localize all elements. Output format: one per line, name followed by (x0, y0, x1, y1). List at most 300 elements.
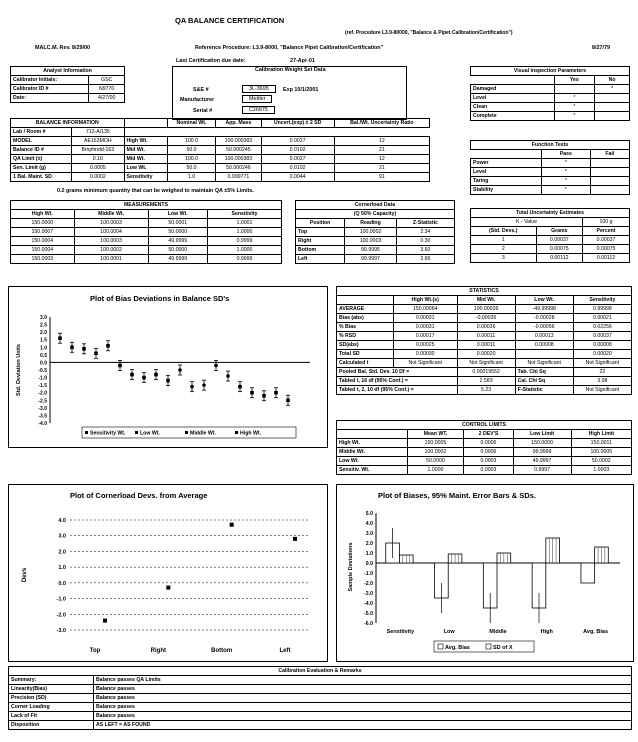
y-tick-label: 0.5 (40, 352, 47, 359)
analyst-label: Date: (11, 94, 89, 103)
evaluation-table (8, 666, 632, 730)
y-axis-label: Sample Deviations (348, 542, 354, 592)
evaluation-value: Balance passes (94, 694, 632, 703)
measurement-cell: 1.0000 (208, 246, 282, 255)
legend-label: High Wt. (240, 430, 262, 437)
pass-header: Pass (542, 150, 590, 159)
weight-uncert: 0.0102 (261, 164, 334, 173)
cornerload-cell: 99.9997 (345, 255, 397, 264)
weight-label: Serial # (193, 108, 213, 114)
control-cell: Sensitiv. Wt. (337, 466, 408, 475)
y-tick-label: -3.0 (56, 628, 66, 634)
measurement-row (11, 228, 282, 237)
cornerload-row (296, 246, 455, 255)
stats-cell: 150.00064 (393, 305, 457, 314)
visual-no (595, 94, 630, 103)
control-cell: 99.9999 (513, 448, 571, 457)
weight-nominal: 1.0 (167, 173, 216, 182)
stats-row (337, 314, 632, 323)
y-axis-label: Std. Deviation Units (16, 344, 22, 396)
data-point (166, 586, 170, 590)
data-point (178, 368, 182, 372)
control-cell: Middle Wt. (337, 448, 408, 457)
y-tick-label: 1.0 (365, 551, 373, 557)
measurement-cell: 100.0001 (74, 255, 148, 264)
data-point (286, 398, 290, 402)
reference-note: (ref. Procedure L3.9-80000, "Balance & Pipet Calibration/Certification") (345, 30, 513, 36)
control-col: 2 DEV'S (464, 430, 513, 439)
function-pass: * (542, 177, 590, 186)
y-tick-label: 1.0 (58, 565, 66, 572)
no-header: No (595, 76, 630, 85)
cornerload-title: Cornerload Data (296, 201, 455, 210)
control-cell: 0.0006 (464, 448, 513, 457)
calc-t-value: Not Significant (573, 359, 631, 368)
evaluation-row (9, 721, 632, 730)
control-col: Mean WT. (407, 430, 464, 439)
balance-value: Bmpfmdd-163 (72, 146, 124, 155)
legend-marker (438, 644, 443, 649)
data-point (202, 383, 206, 387)
stats-col: Low Wt. (515, 296, 573, 305)
calc-chi-label: Cal. Chi Sq (515, 377, 573, 386)
balance-value: 712-A/135 (72, 128, 124, 137)
yes-header: Yes (554, 76, 595, 85)
evaluation-row (9, 676, 632, 685)
balance-col: App. Mass (216, 119, 261, 128)
cornerload-cell: Right (296, 237, 345, 246)
weight-mass: 0.999771 (216, 173, 261, 182)
function-pass: * (542, 168, 590, 177)
weight-ratio: 21 (334, 146, 429, 155)
function-label: Taring (471, 177, 542, 186)
y-tick-label: 3.0 (40, 315, 47, 321)
visual-no (595, 112, 630, 121)
statistics-title: STATISTICS (337, 287, 632, 296)
evaluation-value: Balance passes QA Limits (94, 676, 632, 685)
tab-chi-label: Tab. Chi Sq (515, 368, 573, 377)
stats-cell: % Bias (337, 323, 394, 332)
data-point (166, 379, 170, 383)
cornerload-cell: 2.34 (396, 228, 454, 237)
y-tick-label: -1.0 (364, 571, 373, 577)
measurement-row (11, 255, 282, 264)
uncertainty-col: Percent (583, 227, 630, 236)
measurement-col: High Wt. (11, 210, 75, 219)
weight-uncert: 0.0102 (261, 146, 334, 155)
stats-cell: 0.00021 (573, 314, 631, 323)
calc-t-value: Not Significant (393, 359, 457, 368)
control-cell: 0.0003 (464, 457, 513, 466)
weight-nominal: 50.0 (167, 164, 216, 173)
calc-t-label: Calculated t (337, 359, 394, 368)
balance-col: Uncert.(exp) ± 2 SD (261, 119, 334, 128)
balance-label: Balance ID # (11, 146, 72, 155)
bias-chart (10, 305, 325, 445)
evaluation-label: Disposition (9, 721, 94, 730)
evaluation-label: Precision (SD) (9, 694, 94, 703)
tab-chi-value: 22 (573, 368, 631, 377)
weight-ratio: 91 (334, 173, 429, 182)
avg-bias-bar (581, 563, 595, 583)
uncertainty-table (470, 208, 630, 263)
stats-cell: 0.00013 (515, 332, 573, 341)
visual-yes: * (554, 112, 595, 121)
evaluation-label: Linearity(Bias) (9, 685, 94, 694)
y-tick-label: -3.0 (38, 405, 47, 412)
evaluation-row (9, 703, 632, 712)
weight-row-label: Low Wt. (124, 164, 167, 173)
control-cell: 50.0000 (407, 457, 464, 466)
y-tick-label: -1.0 (38, 375, 47, 382)
data-point (70, 345, 74, 349)
uncertainty-cell: 0.00037 (583, 236, 630, 245)
function-pass: * (542, 186, 590, 195)
min-quantity-note: 0.2 grams minimum quantity that can be weighed to maintain QA ±5% Limits. (57, 188, 254, 194)
stats-cell: 0.00011 (457, 332, 515, 341)
uncertainty-cell: 0.00075 (536, 245, 582, 254)
legend-label: Avg. Bias (445, 645, 470, 651)
control-cell: 49.9997 (513, 457, 571, 466)
measurement-cell: 49.9999 (148, 237, 207, 246)
cornerload-col: Position (296, 219, 345, 228)
stats-cell: 0.00008 (573, 341, 631, 350)
balance-value: AE163MOH (72, 137, 124, 146)
visual-yes (554, 85, 595, 94)
uncertainty-col: Grams (536, 227, 582, 236)
stats-cell: Total SD (337, 350, 394, 359)
data-point (94, 352, 98, 356)
uncertainty-cell: 1 (471, 236, 537, 245)
measurement-cell: 0.9999 (208, 237, 282, 246)
cornerload-cell: 100.0002 (345, 228, 397, 237)
measurement-col: Low Wt. (148, 210, 207, 219)
measurement-row (11, 219, 282, 228)
cornerload-cell: Bottom (296, 246, 345, 255)
y-tick-label: 1.0 (40, 345, 47, 352)
balance-label: 1 Bal. Maint. SD (11, 173, 72, 182)
y-tick-label: 5.0 (365, 511, 373, 517)
weight-ratio: 12 (334, 155, 429, 164)
data-point (130, 373, 134, 377)
stats-row (337, 323, 632, 332)
visual-table (470, 66, 630, 121)
cornerload-col: Reading (345, 219, 397, 228)
biases-chart (338, 505, 630, 659)
uncertainty-row (471, 245, 630, 254)
uncertainty-row (471, 236, 630, 245)
y-tick-label: 2.0 (58, 549, 66, 556)
evaluation-value: Balance passes (94, 703, 632, 712)
stats-cell: 0.00036 (457, 323, 515, 332)
weight-set-title: Calibration Weight Set Data (255, 67, 326, 73)
stats-cell: 100.00026 (457, 305, 515, 314)
control-cell: 100.0002 (407, 448, 464, 457)
analyst-title: Analyst Information (11, 67, 125, 76)
stats-cell: % RSD (337, 332, 394, 341)
stats-col: Sensitivity (573, 296, 631, 305)
cornerload-row (296, 228, 455, 237)
y-tick-label: 0.0 (58, 580, 66, 587)
y-tick-label: -4.0 (364, 601, 373, 607)
evaluation-value: AS LEFT = AS FOUND (94, 721, 632, 730)
balance-col: Nominal Wt. (167, 119, 216, 128)
control-cell: 150.0005 (407, 439, 464, 448)
tabled-t-label: Tabled t, 16 df (95% Conf.) = (337, 377, 458, 386)
y-tick-label: 3.0 (58, 533, 66, 540)
control-cell: 1.0003 (571, 466, 631, 475)
fail-header: Fail (590, 150, 629, 159)
stats-cell: 0.00020 (573, 350, 631, 359)
kvalue: 100 g (583, 218, 630, 227)
legend-label: Low Wt. (140, 430, 160, 437)
weight-uncert: 0.0044 (261, 173, 334, 182)
stats-cell: 0.00025 (393, 341, 457, 350)
data-point (82, 347, 86, 351)
measurement-cell: 150.0004 (11, 237, 75, 246)
control-cell: 50.0002 (571, 457, 631, 466)
uncertainty-cell: 0.00112 (536, 254, 582, 263)
report-date: 8/27/79 (592, 45, 610, 51)
uncertainty-cell: 3 (471, 254, 537, 263)
analyst-label: Calibrator Initials: (11, 76, 89, 85)
stats-row (337, 305, 632, 314)
weight-uncert: 0.0027 (261, 137, 334, 146)
y-tick-label: -5.0 (364, 611, 373, 617)
data-point (106, 344, 110, 348)
data-point (250, 391, 254, 395)
tabled-t2-value: 5.23 (457, 386, 515, 395)
stats-cell: 0.00030 (393, 350, 457, 359)
x-tick-label: Low (443, 629, 455, 635)
cornerload-col: Z-Statistic (396, 219, 454, 228)
evaluation-label: Lack of Fit (9, 712, 94, 721)
stats-cell: Bias (abs) (337, 314, 394, 323)
legend-marker (486, 644, 491, 649)
function-label: Stability (471, 186, 542, 195)
data-point (226, 374, 230, 378)
cornerload-row (296, 237, 455, 246)
y-axis-label: Devs (22, 567, 28, 583)
stats-cell: 0.99998 (573, 305, 631, 314)
measurement-cell: 50.0000 (148, 228, 207, 237)
legend-label: Middle Wt. (190, 430, 216, 437)
weight-value: Mettler (242, 95, 272, 103)
control-row (337, 439, 632, 448)
y-tick-label: -6.0 (364, 621, 373, 627)
visual-title: Visual inspection Parameters (471, 67, 630, 76)
weight-nominal: 50.0 (167, 146, 216, 155)
y-tick-label: -2.5 (38, 398, 47, 405)
weight-uncert: 0.0027 (261, 155, 334, 164)
cornerload-cell: 99.9995 (345, 246, 397, 255)
calc-t-value: Not Significant (457, 359, 515, 368)
stats-cell: 0.00031 (393, 314, 457, 323)
cornerload-chart (10, 505, 325, 659)
weight-label: Manufacturer (180, 97, 215, 103)
measurement-col: Middle Wt. (74, 210, 148, 219)
measurement-cell: 50.0000 (148, 246, 207, 255)
evaluation-label: Summary: (9, 676, 94, 685)
cornerload-cell: 3.60 (396, 246, 454, 255)
last-cert-value: 27-Apr-01 (290, 58, 315, 64)
y-tick-label: 2.5 (40, 322, 47, 329)
stats-col: High Wt.(s) (393, 296, 457, 305)
control-row (337, 457, 632, 466)
uncertainty-row (471, 254, 630, 263)
measurement-cell: 150.0003 (11, 255, 75, 264)
calc-t-value: Not Significant (515, 359, 573, 368)
y-tick-label: -2.0 (56, 612, 66, 619)
balance-value: 0.0002 (72, 173, 124, 182)
x-tick-label: Avg. Bias (583, 629, 609, 635)
measurement-cell: 150.0004 (11, 246, 75, 255)
page-title: QA BALANCE CERTIFICATION (175, 16, 285, 25)
cornerload-cell: 0.30 (396, 237, 454, 246)
control-row (337, 448, 632, 457)
evaluation-label: Corner Loading (9, 703, 94, 712)
y-tick-label: -3.0 (364, 591, 373, 597)
legend-marker (135, 431, 138, 434)
stats-cell: 0.00037 (573, 332, 631, 341)
visual-label: Level (471, 94, 555, 103)
stats-cell: 0.00031 (393, 323, 457, 332)
cornerload-cell: Left (296, 255, 345, 264)
x-tick-label: Top (89, 648, 101, 654)
x-tick-label: High (540, 629, 553, 635)
data-point (293, 537, 297, 541)
function-table (470, 140, 630, 195)
stats-cell: SD(abs) (337, 341, 394, 350)
reference-procedure: Reference Procedure: L3.9-8000, "Balance Pipet Calibration/Certification" (195, 45, 384, 51)
data-point (262, 394, 266, 398)
y-tick-label: -0.5 (38, 368, 47, 374)
y-tick-label: 1.5 (40, 337, 47, 344)
stats-cell (515, 350, 573, 359)
ftest-value: Not Significant (573, 386, 631, 395)
control-cell: 1.0000 (407, 466, 464, 475)
stats-cell: -0.00036 (457, 314, 515, 323)
weight-mass: 100.000383 (216, 137, 261, 146)
y-tick-label: -2.0 (364, 581, 373, 587)
y-tick-label: 0.0 (365, 561, 373, 567)
y-tick-label: 2.0 (40, 330, 47, 337)
y-tick-label: -4.0 (38, 421, 47, 427)
measurement-cell: 150.0000 (11, 219, 75, 228)
evaluation-value: Balance passes (94, 685, 632, 694)
analyst-value: 4/27/00 (89, 94, 125, 103)
legend-marker (185, 431, 188, 434)
evaluation-row (9, 685, 632, 694)
y-tick-label: 3.0 (365, 531, 373, 537)
function-pass: * (542, 159, 590, 168)
control-col: High Limit (571, 430, 631, 439)
measurement-cell: 100.0003 (74, 219, 148, 228)
weight-mass: 100.000383 (216, 155, 261, 164)
y-tick-label: -2.0 (38, 390, 47, 397)
control-title: CONTROL LIMITS (337, 421, 632, 430)
y-tick-label: -1.0 (56, 596, 66, 603)
control-cell: High Wt. (337, 439, 408, 448)
stats-cell: -0.00056 (515, 323, 573, 332)
weight-mass: 50.000246 (216, 164, 261, 173)
control-cell: 0.9997 (513, 466, 571, 475)
visual-no: * (595, 85, 630, 94)
data-point (154, 373, 158, 377)
control-cell: 150.0011 (571, 439, 631, 448)
x-tick-label: Right (150, 648, 166, 654)
control-cell: 0.0003 (464, 466, 513, 475)
legend-label: Sensitivity Wt. (90, 430, 126, 437)
balance-table (10, 118, 430, 182)
stats-cell: 0.00011 (457, 341, 515, 350)
weight-extra: Exp 10/1/2001 (283, 87, 319, 93)
cornerload-chart-title: Plot of Cornerload Devs. from Average (70, 491, 208, 500)
measurement-cell: 1.0000 (208, 228, 282, 237)
weight-row-label: Sensitivity (124, 173, 167, 182)
stats-cell: -0.00028 (515, 314, 573, 323)
measurements-table (10, 200, 282, 264)
y-tick-label: -1.5 (38, 383, 47, 390)
balance-value: 0.0005 (72, 164, 124, 173)
data-point (214, 364, 218, 368)
x-tick-label: Sensitivity (386, 629, 415, 635)
balance-value: 0.10 (72, 155, 124, 164)
cornerload-cell: 100.0003 (345, 237, 397, 246)
x-tick-label: Middle (489, 629, 507, 635)
uncertainty-cell: 0.00037 (536, 236, 582, 245)
uncertainty-cell: 2 (471, 245, 537, 254)
analyst-table (10, 66, 125, 103)
cornerload-subtitle: (Q 50% Capacity) (296, 210, 455, 219)
tabled-t2-label: Tabled t, 2, 10 df (95% Conf.) = (337, 386, 458, 395)
analyst-label: Calibrator ID # (11, 85, 89, 94)
balance-label: MODEL (11, 137, 72, 146)
measurement-cell: 1.0001 (208, 219, 282, 228)
measurement-row (11, 246, 282, 255)
stats-cell: 0.02256 (573, 323, 631, 332)
y-tick-label: 4.0 (365, 521, 373, 527)
last-cert-label: Last Certification due date: (176, 58, 246, 64)
x-tick-label: Bottom (211, 648, 233, 654)
control-cell: 100.0005 (571, 448, 631, 457)
tabled-t-value: 2.583 (457, 377, 515, 386)
data-point (238, 385, 242, 389)
balance-label: QA Limit (±) (11, 155, 72, 164)
uncertainty-title: Total Uncertainty Estimates (471, 209, 630, 218)
data-point (103, 619, 107, 623)
cornerload-cell: 2.66 (396, 255, 454, 264)
weight-value: 3L-3695 (242, 85, 276, 93)
control-cell: 150.0000 (513, 439, 571, 448)
y-tick-label: 2.0 (365, 541, 373, 547)
stats-cell: -49.99998 (515, 305, 573, 314)
weight-nominal: 100.0 (167, 137, 216, 146)
balance-label: Lab / Room # (11, 128, 72, 137)
evaluation-value: Balance passes (94, 712, 632, 721)
legend-marker (85, 431, 88, 434)
balance-col (124, 119, 167, 128)
uncertainty-cell: 0.00112 (583, 254, 630, 263)
stats-cell: 0.00020 (457, 350, 515, 359)
measurement-row (11, 237, 282, 246)
weight-row-label: Mid Wt. (124, 155, 167, 164)
measurement-cell: 150.0007 (11, 228, 75, 237)
uncertainty-col: (Std. Devs.) (471, 227, 537, 236)
visual-no (595, 103, 630, 112)
visual-label: Complete (471, 112, 555, 121)
bias-chart-title: Plot of Bias Deviations in Balance SD's (90, 294, 230, 303)
